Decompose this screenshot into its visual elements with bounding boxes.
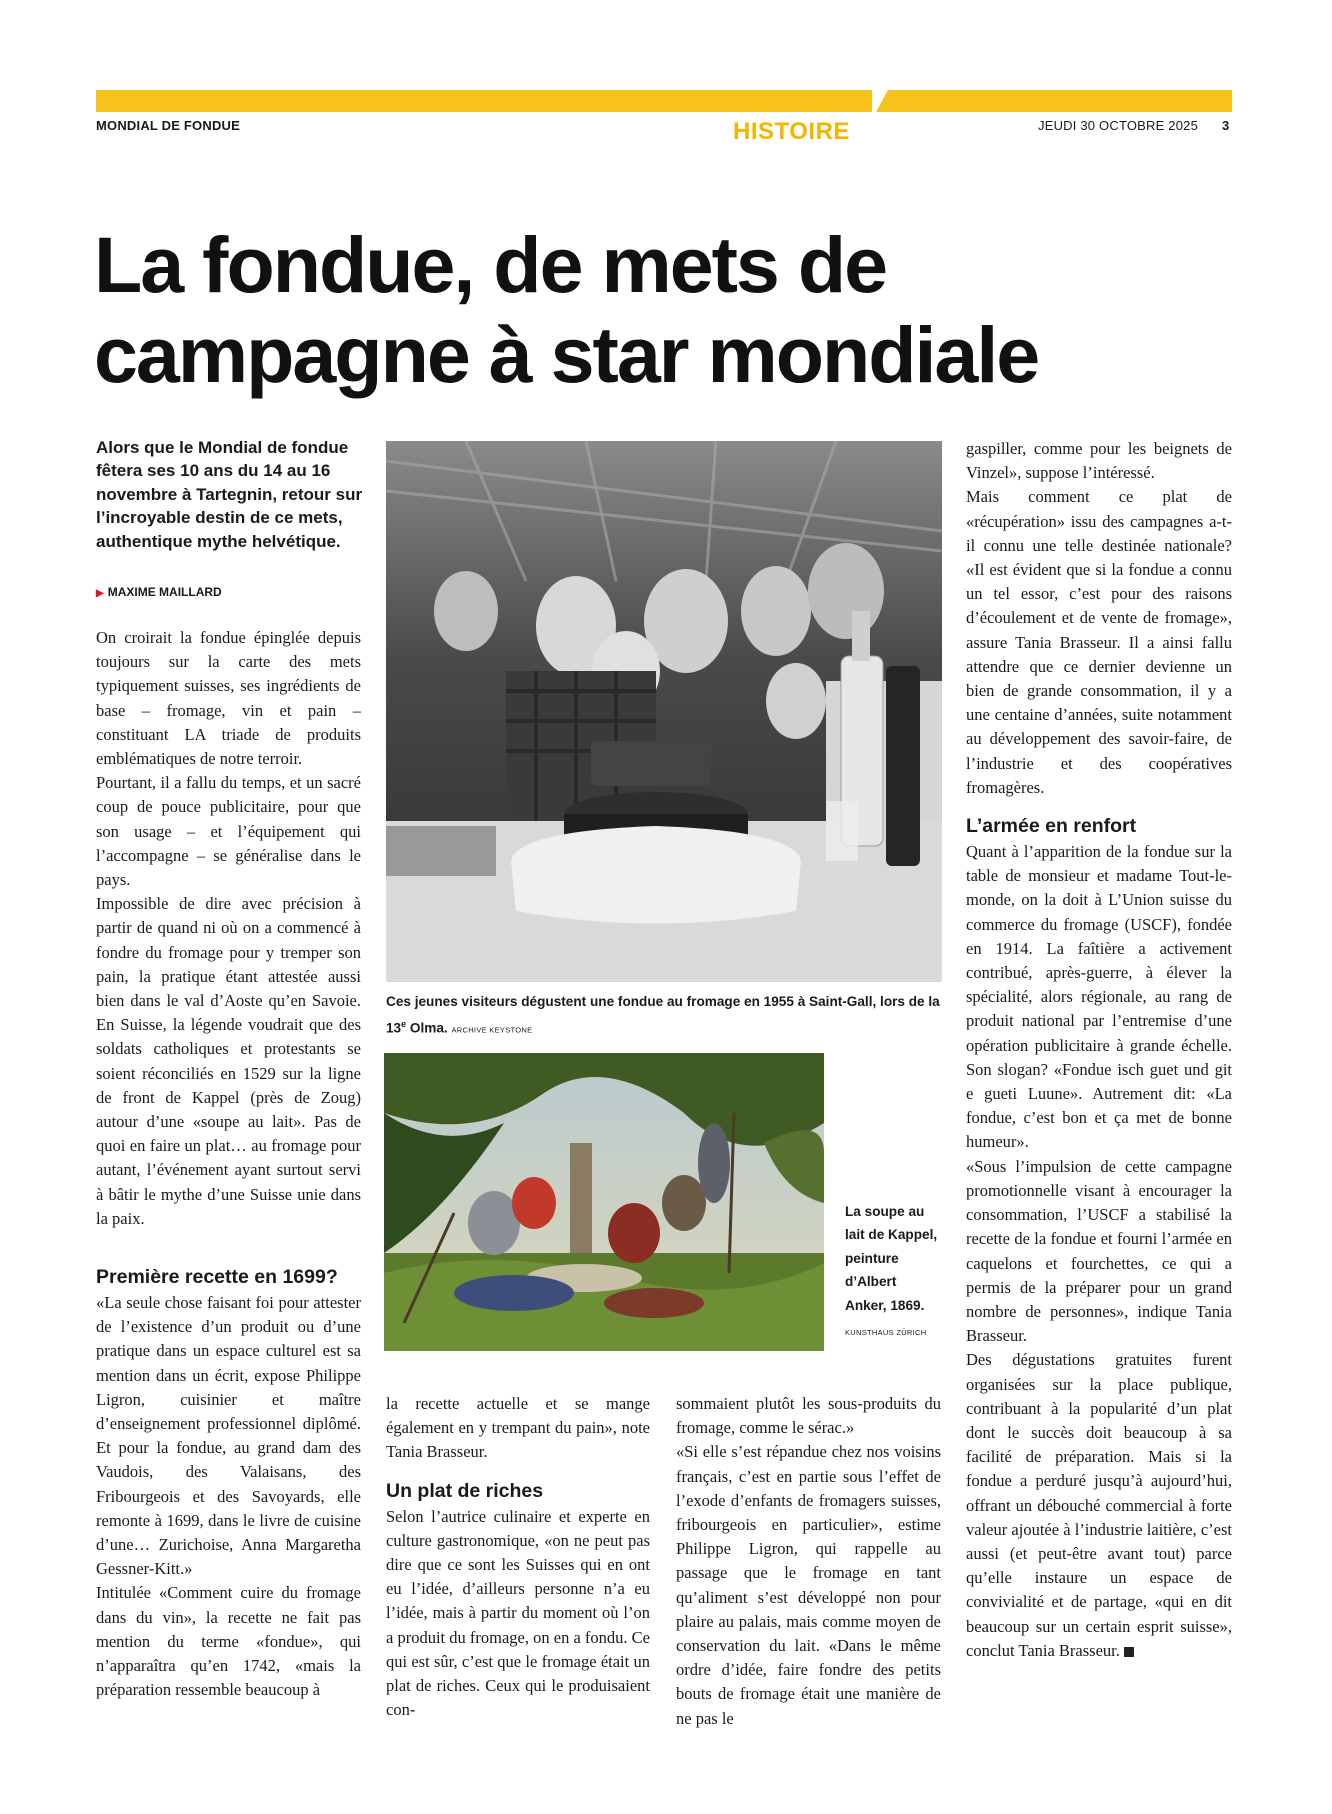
header-bar-right [876, 90, 1232, 112]
subheading: L’armée en renfort [966, 815, 1137, 838]
painting-credit: KUNSTHAUS ZÜRICH [845, 1328, 927, 1338]
painting-kappel-milk-soup [384, 1053, 824, 1351]
subheading: Un plat de riches [386, 1479, 544, 1502]
photo-children-fondue [386, 441, 942, 982]
paragraph: Mais comment ce plat de «récupération» issu des campagnes a-t-il connu une telle destinée nationale? «Il est évident que si la fondue a connu un tel essor, c’est pour des raisons d’écoulement et de vente de fromage», assure Tania Brasseur. Il a ainsi fallu attendre que ce dernier devienne un bien de grande consommation, il y a une centaine d’années, suite notamment au développement des savoir-faire, de l’industrie et des coopératives fromagères. [966, 487, 1232, 797]
painting-caption [845, 1200, 940, 1344]
header-color-bar [96, 90, 1232, 112]
paragraph: «La seule chose faisant foi pour attester de l’existence d’un produit ou d’une pratique dans un espace culturel est sa mention dans un écrit, expose Philippe Ligron, cuisinier et maître d’enseignement professionnel diplômé. Et pour la fondue, au grand dam des Vaudois, des Valaisans, des Fribourgeois et des Savoyards, elle remonte à 1699, dans le livre de cuisine d’une… Zurichoise, Anna Margaretha Gessner-Kitt.» [96, 1293, 361, 1579]
paragraph: Selon l’autrice culinaire et experte en culture gastronomique, «on ne peut pas dire que ce sont les Suisses qui en ont eu l’idée, d’ailleurs personne n’a eu l’idée, mais à partir du moment où l’on a produit du fromage, on en a fondu. Ce qui est sûr, c’est que le fromage était un plat de riches. Ceux qui le produisaient con- [386, 1506, 650, 1720]
paragraph: gaspiller, comme pour les beignets de Vinzel», suppose l’intéressé. [966, 439, 1232, 483]
paragraph [966, 1348, 1232, 1663]
photo-credit: ARCHIVE KEYSTONE [451, 1025, 533, 1035]
column-3 [386, 1392, 650, 1722]
paragraph: On croirait la fondue épinglée depuis toujours sur la carte des mets typiquement suisses, ses ingrédients de base – fromage, vin et pain – constituant LA triade de produits emblématiques de notre terroir. [96, 628, 361, 769]
paragraph-text: Des dégustations gratuites furent organisées sur la place publique, contribuant à la popularité d’un plat dont le succès doit beaucoup à sa facilité de préparation. Mais si la fondue a perduré jusqu’à aujourd’hui, offrant un débouché commercial à forte valeur ajoutée à l’industrie laitière, c’est aussi (et peut-être avant tout) parce qu’elle instaure un espace de convivialité et de partage, «qui en dit beaucoup sur un certain esprit suisse», conclut Tania Brasseur. [966, 1350, 1232, 1660]
paragraph: Impossible de dire avec précision à partir de quand ni où on a commencé à fondre du fromage pour y tremper son pain, la pratique étant attestée aussi bien dans le val d’Aoste qu’en Savoie. En Suisse, la légende voudrait que des soldats catholiques et protestants se soient réconciliés en 1529 sur la ligne de front de Kappel (près de Zoug) autour d’une «soupe au lait». Pas de quoi en faire un plat… au fromage pour autant, l’événement ayant surtout servi à bâtir le mythe d’une Suisse unie dans la paix. [96, 894, 361, 1228]
author-name: MAXIME MAILLARD [107, 585, 222, 599]
paragraph: sommaient plutôt les sous-produits du fromage, comme le sérac.» [676, 1394, 941, 1438]
byline [96, 585, 222, 599]
end-mark-icon [1124, 1647, 1134, 1657]
article-lead: Alors que le Mondial de fondue fêtera ses 10 ans du 14 au 16 novembre à Tartegnin, retour sur l’incroyable destin de ce mets, authentique mythe helvétique. [96, 438, 363, 551]
column-1 [96, 626, 361, 1231]
publication-name: MONDIAL DE FONDUE [96, 118, 240, 133]
column-1-lower [96, 1265, 361, 1702]
column-5 [966, 437, 1232, 1663]
painting-illustration [384, 1053, 824, 1351]
section-label: HISTOIRE [733, 118, 850, 145]
paragraph: Pourtant, il a fallu du temps, et un sacré coup de pouce publicitaire, pour que son usage – et l’équipement qui l’accompagne – se généralise dans le pays. [96, 773, 361, 890]
issue-date: JEUDI 30 OCTOBRE 2025 [1038, 118, 1199, 133]
paragraph: Intitulée «Comment cuire du fromage dans du vin», la recette ne fait pas mention du terme «fondue», qui n’apparaîtra qu’en 1742, «mais la préparation ressemble beaucoup à [96, 1583, 361, 1700]
column-4 [676, 1392, 941, 1731]
paragraph: la recette actuelle et se mange également en y trempant du pain», note Tania Brasseur. [386, 1394, 650, 1462]
photo-caption-text: Ces jeunes visiteurs dégustent une fondue au fromage en 1955 à Saint-Gall, lors de la 13 [386, 994, 940, 1036]
paragraph: «Sous l’impulsion de cette campagne promotionnelle visant à encourager la consommation, l’USCF a stabilisé la recette de la fondue et fourni l’armée en caquelons et fourchettes, ce qui a permis de la préparer pour un grand nombre de personnes», indique Tania Brasseur. [966, 1156, 1232, 1346]
subheading: Première recette en 1699? [96, 1266, 338, 1288]
photo-caption [386, 990, 946, 1042]
article-title: La fondue, de mets de campagne à star mondiale [94, 220, 1039, 399]
byline-arrow-icon: ▶ [96, 588, 104, 599]
paragraph: Quant à l’apparition de la fondue sur la table de monsieur et madame Tout-le-monde, on la doit à L’Union suisse du commerce du fromage (USCF), fondée en 1914. La faîtière a activement contribué, après-guerre, à élever la spécialité, alors régionale, au rang de produit national par l’entremise d’une opération publicitaire à grande échelle. Son slogan? «Fondue isch guet und git e gueti Luune». Autrement dit: «La fondue, c’est bon et ça met de bonne humeur». [966, 842, 1232, 1152]
header-bar-left [96, 90, 872, 112]
painting-caption-text: La soupe au lait de Kappel, peinture d’Albert Anker, 1869. [845, 1204, 938, 1313]
paragraph: «Si elle s’est répandue chez nos voisins français, c’est en partie sous l’effet de l’exode d’enfants de fromagers suisses, fribourgeois en particulier», estime Philippe Ligron, qui rappelle au passage que le fromage en tant qu’aliment s’est développé non pour plaire au palais, mais comme moyen de conservation du lait. «Dans le même ordre d’idée, faire fondre des petits bouts de fromage était une manière de ne pas le [676, 1442, 941, 1728]
photo-illustration [386, 441, 942, 982]
photo-caption-sup: e [401, 1019, 407, 1029]
page-number: 3 [1222, 118, 1230, 133]
photo-caption-text-2: Olma. [406, 1020, 448, 1036]
